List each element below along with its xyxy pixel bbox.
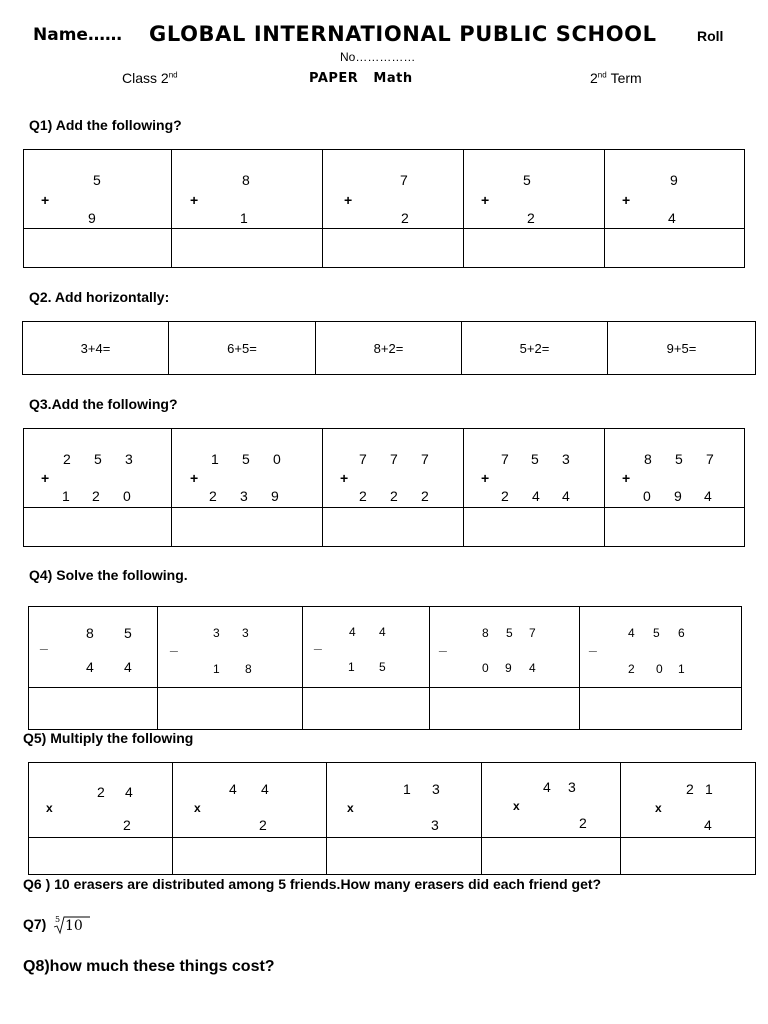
paper-label [309, 71, 413, 86]
digit: 8 [245, 662, 252, 676]
q3-problem [172, 429, 323, 508]
q6-question: Q6 ) 10 erasers are distributed among 5 friends.How many erasers did each friend get? [23, 876, 602, 892]
answer-cell[interactable] [605, 229, 745, 268]
digit: 4 [86, 659, 94, 675]
digit: 4 [562, 488, 570, 504]
digit: 8 [86, 625, 94, 641]
digit: 9 [505, 661, 512, 675]
q4-problem [29, 607, 158, 688]
plus-sign: + [481, 470, 490, 486]
digit: 0 [123, 488, 131, 504]
top-number: 9 [670, 172, 678, 188]
answer-cell[interactable] [172, 229, 323, 268]
roll-number-label: No…………… [340, 50, 416, 64]
answer-cell[interactable] [430, 688, 580, 730]
q5-problem [173, 763, 327, 838]
answer-cell[interactable] [482, 838, 621, 875]
digit: 3 [432, 781, 440, 797]
digit: 7 [359, 451, 367, 467]
plus-sign: + [344, 192, 353, 208]
q1-problem [464, 150, 605, 229]
q8-question: Q8)how much these things cost? [23, 958, 275, 975]
digit: 5 [94, 451, 102, 467]
multiplier: 2 [579, 815, 587, 831]
digit: 5 [124, 625, 132, 641]
bottom-number: 1 [240, 210, 248, 226]
q2-problem: 3+4= [23, 322, 169, 375]
top-number: 7 [400, 172, 408, 188]
multiplier: 2 [123, 817, 131, 833]
q4-problem [303, 607, 430, 688]
minus-sign: _ [314, 635, 322, 651]
q7-label: Q7) [23, 916, 47, 932]
digit: 2 [63, 451, 71, 467]
digit: 5 [379, 660, 386, 674]
digit: 5 [531, 451, 539, 467]
q3-table [23, 428, 745, 547]
paper-text: PAPER [309, 71, 359, 86]
term-number: 2 [590, 70, 598, 86]
plus-sign: + [622, 470, 631, 486]
digit: 2 [628, 662, 635, 676]
digit: 1 [62, 488, 70, 504]
q3-problem [323, 429, 464, 508]
term-text: Term [610, 70, 642, 86]
digit: 3 [125, 451, 133, 467]
plus-sign: + [340, 470, 349, 486]
roll-label: Roll [697, 28, 724, 44]
answer-cell[interactable] [172, 508, 323, 547]
plus-sign: + [41, 470, 50, 486]
digit: 2 [421, 488, 429, 504]
q1-problem [24, 150, 172, 229]
name-label: Name…… [33, 25, 122, 45]
digit: 4 [379, 625, 386, 639]
class-text: Class 2 [122, 70, 169, 86]
digit: 2 [390, 488, 398, 504]
answer-cell[interactable] [24, 229, 172, 268]
multiply-sign: x [347, 801, 354, 815]
digit: 0 [656, 662, 663, 676]
q5-problem [29, 763, 173, 838]
q4-table [28, 606, 742, 730]
answer-cell[interactable] [621, 838, 756, 875]
q1-problem [172, 150, 323, 229]
digit: 1 [213, 662, 220, 676]
digit: 4 [704, 488, 712, 504]
plus-sign: + [41, 192, 50, 208]
digit: 7 [501, 451, 509, 467]
answer-cell[interactable] [323, 229, 464, 268]
multiply-sign: x [513, 799, 520, 813]
q2-problem: 6+5= [169, 322, 316, 375]
digit: 3 [240, 488, 248, 504]
answer-cell[interactable] [303, 688, 430, 730]
q7-radical-expression [53, 914, 93, 936]
radicand: 10 [65, 918, 83, 934]
plus-sign: + [190, 470, 199, 486]
q4-label: Q4) Solve the following. [29, 567, 188, 583]
digit: 7 [706, 451, 714, 467]
answer-cell[interactable] [327, 838, 482, 875]
top-number: 5 [93, 172, 101, 188]
digit: 5 [653, 626, 660, 640]
digit: 0 [273, 451, 281, 467]
digit: 1 [678, 662, 685, 676]
q2-problem: 5+2= [462, 322, 608, 375]
plus-sign: + [622, 192, 631, 208]
q4-problem [580, 607, 742, 688]
minus-sign: _ [170, 637, 178, 653]
q5-label: Q5) Multiply the following [23, 730, 194, 746]
digit: 3 [562, 451, 570, 467]
q5-table [28, 762, 756, 875]
q4-problem [158, 607, 303, 688]
multiplier: 3 [431, 817, 439, 833]
q3-problem [605, 429, 745, 508]
digit: 7 [390, 451, 398, 467]
multiply-sign: x [46, 801, 53, 815]
multiplier: 2 [259, 817, 267, 833]
multiplier: 4 [704, 817, 712, 833]
answer-cell[interactable] [29, 688, 158, 730]
digit: 4 [349, 625, 356, 639]
radical-index: 5 [55, 915, 61, 924]
digit: 3 [213, 626, 220, 640]
digit: 4 [543, 779, 551, 795]
digit: 2 [686, 781, 694, 797]
digit: 1 [403, 781, 411, 797]
bottom-number: 4 [668, 210, 676, 226]
q2-problem: 8+2= [316, 322, 462, 375]
digit: 5 [506, 626, 513, 640]
digit: 2 [92, 488, 100, 504]
digit: 9 [674, 488, 682, 504]
term-label [590, 70, 642, 86]
class-label [122, 70, 178, 86]
q2-problem: 9+5= [608, 322, 756, 375]
digit: 7 [421, 451, 429, 467]
digit: 6 [678, 626, 685, 640]
q1-problem [605, 150, 745, 229]
minus-sign: _ [589, 637, 597, 653]
digit: 1 [211, 451, 219, 467]
answer-cell[interactable] [173, 838, 327, 875]
bottom-number: 2 [401, 210, 409, 226]
q1-table [23, 149, 745, 268]
digit: 2 [97, 784, 105, 800]
digit: 4 [532, 488, 540, 504]
multiply-sign: x [194, 801, 201, 815]
digit: 4 [628, 626, 635, 640]
answer-cell[interactable] [464, 229, 605, 268]
multiply-sign: x [655, 801, 662, 815]
school-title: GLOBAL INTERNATIONAL PUBLIC SCHOOL [149, 22, 657, 46]
digit: 8 [644, 451, 652, 467]
digit: 0 [482, 661, 489, 675]
digit: 0 [643, 488, 651, 504]
answer-cell[interactable] [580, 688, 742, 730]
q2-table [22, 321, 756, 375]
subject-text: Math [373, 71, 413, 86]
digit: 3 [242, 626, 249, 640]
q1-problem [323, 150, 464, 229]
digit: 1 [705, 781, 713, 797]
q1-label: Q1) Add the following? [29, 117, 182, 133]
digit: 2 [359, 488, 367, 504]
answer-cell[interactable] [323, 508, 464, 547]
top-number: 5 [523, 172, 531, 188]
answer-cell[interactable] [464, 508, 605, 547]
q5-problem [621, 763, 756, 838]
answer-cell[interactable] [29, 838, 173, 875]
digit: 4 [229, 781, 237, 797]
digit: 7 [529, 626, 536, 640]
plus-sign: + [190, 192, 199, 208]
term-superscript: nd [597, 70, 607, 80]
digit: 9 [271, 488, 279, 504]
digit: 5 [675, 451, 683, 467]
q3-label: Q3.Add the following? [29, 396, 178, 412]
digit: 8 [482, 626, 489, 640]
digit: 3 [568, 779, 576, 795]
class-superscript: nd [168, 70, 178, 80]
minus-sign: _ [439, 637, 447, 653]
digit: 4 [529, 661, 536, 675]
answer-cell[interactable] [158, 688, 303, 730]
minus-sign: _ [40, 635, 48, 651]
bottom-number: 2 [527, 210, 535, 226]
answer-cell[interactable] [605, 508, 745, 547]
digit: 2 [209, 488, 217, 504]
answer-cell[interactable] [24, 508, 172, 547]
q5-problem [327, 763, 482, 838]
q2-label: Q2. Add horizontally: [29, 289, 170, 305]
bottom-number: 9 [88, 210, 96, 226]
digit: 4 [261, 781, 269, 797]
digit: 2 [501, 488, 509, 504]
plus-sign: + [481, 192, 490, 208]
q5-problem [482, 763, 621, 838]
q3-problem [24, 429, 172, 508]
digit: 5 [242, 451, 250, 467]
q3-problem [464, 429, 605, 508]
digit: 4 [125, 784, 133, 800]
q4-problem [430, 607, 580, 688]
top-number: 8 [242, 172, 250, 188]
digit: 4 [124, 659, 132, 675]
digit: 1 [348, 660, 355, 674]
